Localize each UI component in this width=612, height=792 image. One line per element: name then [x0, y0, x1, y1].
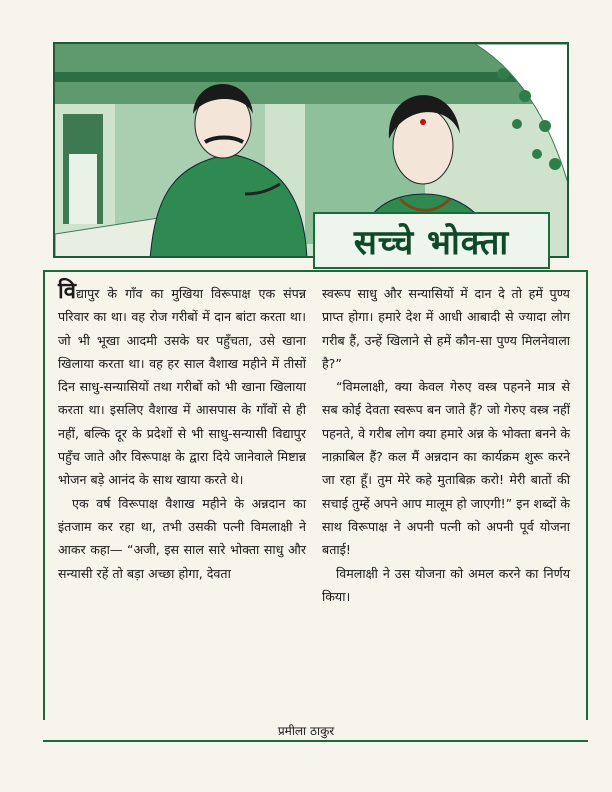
- paragraph: विमलाक्षी ने उस योजना को अमल करने का निर्णय किया।: [322, 565, 570, 604]
- left-column: [58, 279, 306, 585]
- story-title-box: [313, 212, 550, 269]
- paragraph: [58, 279, 306, 492]
- drop-cap: वि: [58, 279, 76, 304]
- paragraph-text: द्यापुर के गाँव का मुखिया विरूपाक्ष एक संपन्न परिवार का था। वह रोज गरीबों में दान बांटा करता था। जो भी भूखा आदमी उसके घर पहुँचता, उसे खाना खिलाया करता था। वह हर साल वैशाख महीने में तीसों दिन साधु-सन्यासियों तथा गरीबों को भी खाना खिलाया करता था। इसलिए वैशाख में आसपास के गाँवों से ही नहीं, बल्कि दूर के प्रदेशों से भी साधु-सन्यासी विद्यापुर पहुँच जाते और विरूपाक्ष के द्वारा दिये जानेवाले मिष्टान्न भोजन बड़े आनंद के साथ खाया करते थे।: [58, 286, 306, 488]
- paragraph: “विमलाक्षी, क्या केवल गेरुए वस्त्र पहनने मात्र से सब कोई देवता स्वरूप बन जाते हैं? जो गेरुए वस्त्र नहीं पहनते, वे गरीब लोग क्या हमारे अन्न के भोक्ता बनने के नाक़ाबिल हैं? कल मैं अन्नदान का कार्यक्रम शुरू करने जा रहा हूँ। तुम मेरे कहे मुताबिक़ करो! मेरी बातों की सचाई तुम्हें अपने आप मालूम हो जाएगी!” इन शब्दों के साथ विरूपाक्ष ने अपनी पत्नी को अपनी पूर्व योजना बताई!: [322, 379, 570, 558]
- bottom-rule: [43, 740, 588, 742]
- paragraph: एक वर्ष विरूपाक्ष वैशाख महीने के अन्नदान का इंतजाम कर रहा था, तभी उसकी पत्नी विमलाक्षी ने आकर कहा— “अजी, इस साल सारे भोक्ता साधु और सन्यासी रहें तो बड़ा अच्छा होगा, देवता: [58, 495, 306, 581]
- right-column: [322, 282, 570, 608]
- story-title: सच्चे भोक्ता: [353, 222, 510, 263]
- author-name: प्रमीला ठाकुर: [277, 724, 335, 738]
- paragraph: स्वरूप साधु और सन्यासियों में दान दे तो हमें पुण्य प्राप्त होगा। हमारे देश में आधी आबादी से ज्यादा लोग गरीब हैं, उन्हें खिलाने से हमें कौन-सा पुण्य मिलनेवाला है?”: [322, 286, 570, 371]
